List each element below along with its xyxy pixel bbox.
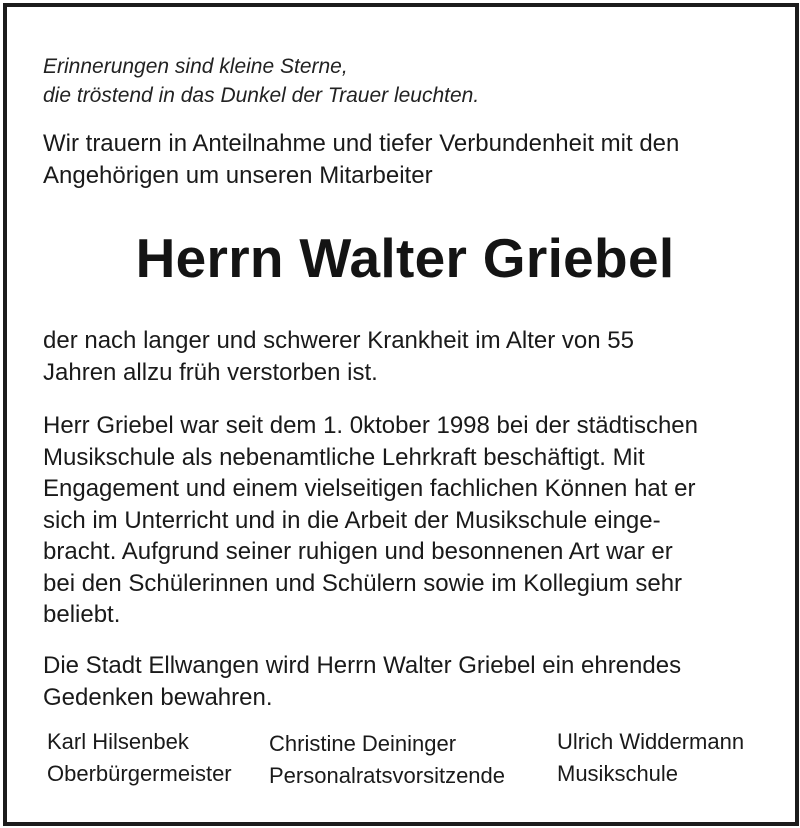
signatory-title: Oberbürgermeister: [47, 761, 232, 786]
quote-line: die tröstend in das Dunkel der Trauer leuchten.: [43, 84, 480, 107]
signatory-name: Ulrich Widdermann: [557, 729, 745, 754]
signature-block: [269, 728, 505, 792]
paragraph-line: Die Stadt Ellwangen wird Herrn Walter Griebel ein ehrendes: [43, 652, 682, 679]
paragraph-line: Musikschule als nebenamtliche Lehrkraft beschäftigt. Mit: [43, 443, 645, 471]
quote-line: Erinnerungen sind kleine Sterne,: [43, 55, 348, 78]
paragraph-line: beliebt.: [43, 601, 121, 628]
paragraph-line: sich im Unterricht und in die Arbeit der Musikschule einge-: [43, 506, 661, 534]
signatory-title: Personalratsvorsitzende: [269, 763, 506, 788]
death-notice-paragraph: [43, 325, 783, 388]
signature-block: [557, 726, 744, 790]
paragraph-line: Herr Griebel war seit dem 1. 0ktober 1998 bei der städtischen: [43, 412, 698, 439]
intro-line: Wir trauern in Anteilnahme und tiefer Verbundenheit mit den: [43, 130, 680, 157]
remembrance-paragraph: [43, 650, 783, 713]
intro-text: [43, 128, 773, 192]
obituary-notice: [3, 3, 799, 826]
paragraph-line: bei den Schülerinnen und Schülern sowie im Kollegium sehr: [43, 569, 683, 597]
paragraph-line: der nach langer und schwerer Krankheit im Alter von 55: [43, 327, 634, 354]
signature-block: [47, 726, 232, 790]
signatory-name: Christine Deininger: [269, 731, 457, 756]
paragraph-line: Engagement und einem vielseitigen fachlichen Können hat er: [43, 475, 696, 502]
intro-line: Angehörigen um unseren Mitarbeiter: [43, 162, 433, 189]
signatory-name: Karl Hilsenbek: [47, 729, 189, 754]
deceased-name-heading: Herrn Walter Griebel: [135, 227, 675, 289]
paragraph-line: Gedenken bewahren.: [43, 683, 273, 711]
memorial-quote: [43, 52, 743, 110]
tribute-paragraph: [43, 410, 783, 631]
paragraph-line: bracht. Aufgrund seiner ruhigen und besonnenen Art war er: [43, 538, 673, 565]
paragraph-line: Jahren allzu früh verstorben ist.: [43, 358, 378, 386]
signatory-title: Musikschule: [557, 761, 679, 786]
